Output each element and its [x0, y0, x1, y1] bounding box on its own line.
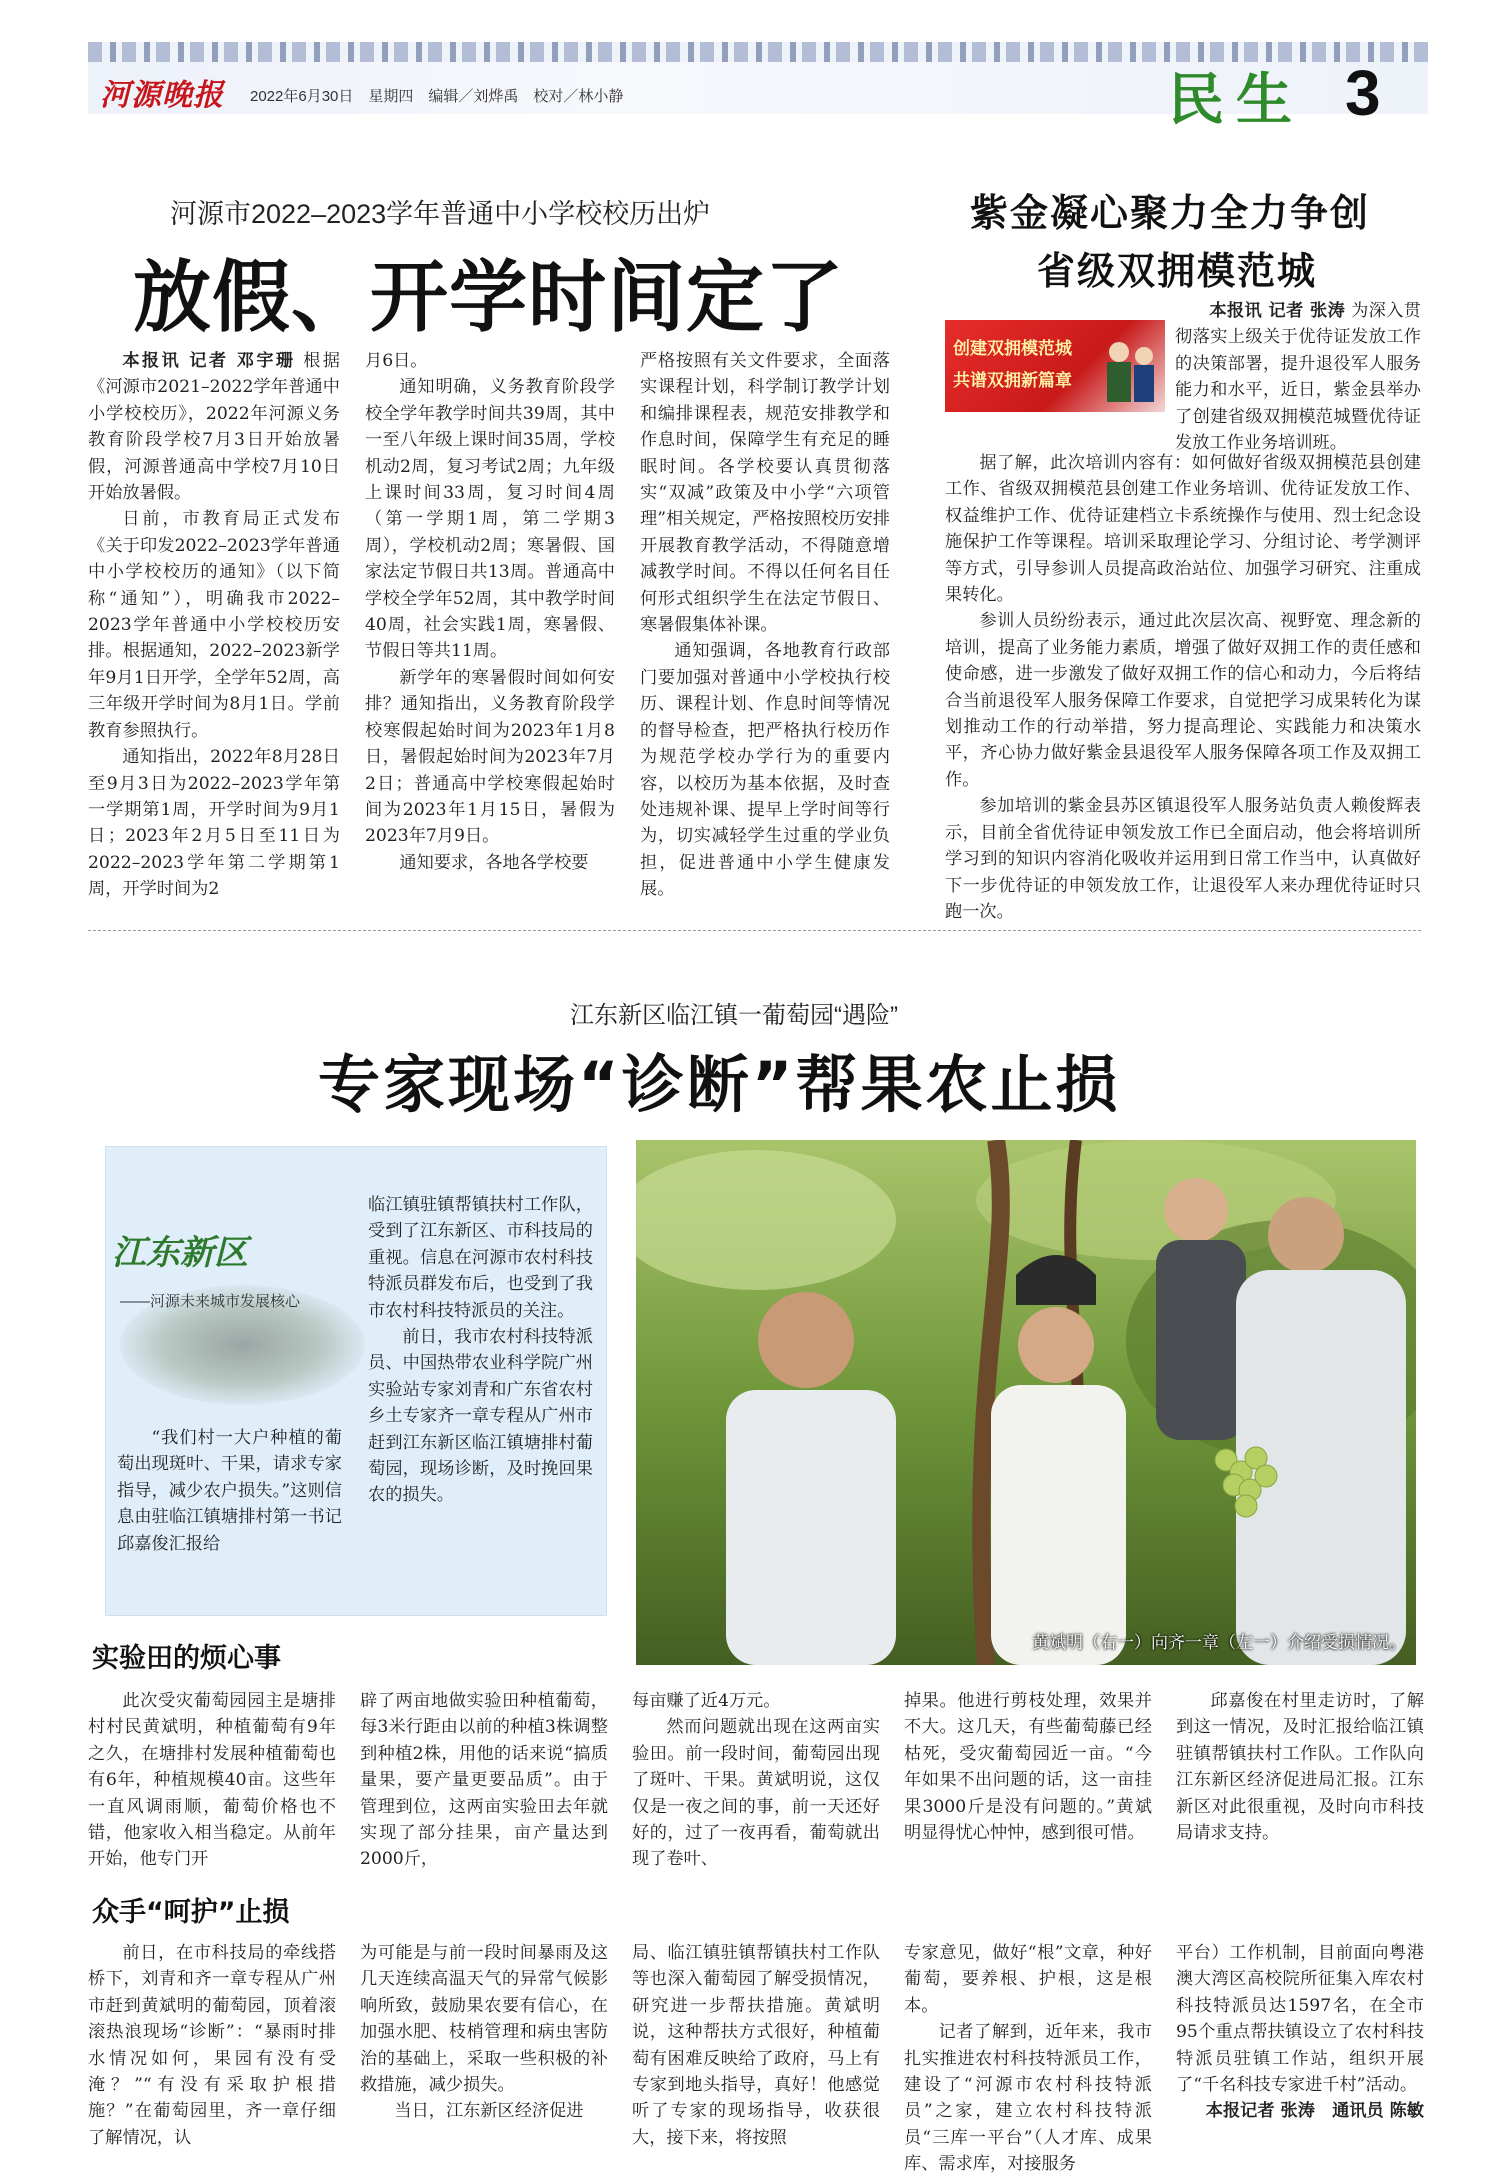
article2-paragraph: 参训人员纷纷表示，通过此次层次高、视野宽、理念新的培训，提高了业务能力素质，增强了做好双拥工作的责任感和使命感，进一步激发了做好双拥工作的信心和动力，今后将结合当前退役军人服务保障工作要求，自觉把学习成果转化为谋划推动工作的行动举措，努力提高理论、实践能力和决策水平，齐心协力做好紫金县退役军人服务保障各项工作及双拥工作。: [945, 611, 1421, 790]
article1-deck: 河源市2022–2023学年普通中小学校校历出炉: [170, 199, 711, 229]
article1-column-1: [88, 348, 340, 903]
xinqu-tagline: ——河源未来城市发展核心: [120, 1293, 301, 1310]
dateline: 2022年6月30日 星期四 编辑／刘烨禹 校对／林小静: [250, 88, 624, 105]
masthead: [0, 0, 1505, 133]
vineyard-photo: [636, 1140, 1416, 1665]
article2-headline-line1: 紫金凝心聚力全力争创: [970, 191, 1371, 235]
info-box-column-2: [368, 1192, 593, 1509]
article2-lead-column: [1175, 298, 1421, 456]
article1-paragraph: 通知要求，各地各学校要: [399, 852, 589, 873]
article2-body: [945, 450, 1421, 925]
body-paragraph: 当日，江东新区经济促进: [394, 2101, 584, 2122]
poster-text: 创建双拥模范城: [953, 339, 1072, 359]
body-paragraph: 邱嘉俊在村里走访时，了解到这一情况，及时汇报给临江镇驻镇帮镇扶村工作队。工作队向江东新区经济促进局汇报。江东新区对此很重视，及时向市科技局请求支持。: [1176, 1691, 1424, 1844]
photo-caption: 黄斌明（右一）向齐一章（左一）介绍受损情况。: [1032, 1633, 1406, 1652]
info-box-paragraph: “我们村一大户种植的葡萄出现斑叶、干果，请求专家指导，减少农户损失。”这则信息由驻临江镇塘排村第一书记邱嘉俊汇报给: [117, 1428, 342, 1554]
section1-column-1: [88, 1688, 336, 1873]
body-paragraph: 平台）工作机制，目前面向粤港澳大湾区高校院所征集入库农村科技特派员达1597名，在全市95个重点帮扶镇设立了农村科技特派员驻镇工作站，组织开展了“千名科技专家进千村”活动。: [1176, 1943, 1424, 2096]
section2-column-2: [360, 1940, 608, 2125]
section1-column-3: [632, 1688, 880, 1873]
section-title: 民生: [1168, 67, 1304, 133]
article1-paragraph: 通知强调，各地教育行政部门要加强对普通中小学校执行校历、课程计划、作息时间等情况的督导检查，把严格执行校历作为规范学校办学行为的重要内容，以校历为基本依据，及时查处违规补课、提早上学时间等行为，切实减轻学生过重的学业负担，促进普通中小学生健康发展。: [640, 641, 890, 900]
body-paragraph: 然而问题就出现在这两亩实验田。前一段时间，葡萄园出现了斑叶、干果。黄斌明说，这仅仅是一夜之间的事，前一天还好好的，过了一夜再看，葡萄就出现了卷叶、: [632, 1717, 880, 1870]
article1-paragraph: 通知明确，义务教育阶段学校全学年教学时间共39周，其中一至八年级上课时间35周，学校机动2周，复习考试2周；九年级上课时间33周，复习时间4周（第一学期1周，第二学期3周），学校机动2周；寒暑假、国家法定节假日共13周。普通高中学校全学年52周，其中教学时间40周，社会实践1周，寒暑假、节假日等共11周。: [365, 377, 615, 662]
newspaper-logo: 河源晚报: [100, 78, 224, 113]
poster-text: 共谱双拥新篇章: [953, 371, 1072, 391]
article1-column-2: [365, 348, 615, 876]
info-box-paragraph: 前日，我市农村科技特派员、中国热带农业科学院广州实验站专家刘青和广东省农村乡土专家齐一章专程从广州市赶到江东新区临江镇塘排村葡萄园，现场诊断，及时挽回果农的损失。: [368, 1327, 593, 1506]
article1-paragraph: 严格按照有关文件要求，全面落实课程计划，科学制订教学计划和编排课程表，规范安排教学和作息时间，保障学生有充足的睡眠时间。各学校要认真贯彻落实“双减”政策及中小学“六项管理”相关规定，严格按照校历安排开展教育教学活动，不得随意增减教学时间。不得以任何名目任何形式组织学生在法定节假日、寒暑假集体补课。: [640, 351, 890, 636]
article1-paragraph: 根据《河源市2021–2022学年普通中小学校校历》，2022年河源义务教育阶段学校7月3日开始放暑假，河源普通高中学校7月10日开始放暑假。: [88, 351, 340, 504]
article1-byline: 本报讯 记者 邓宇珊: [122, 351, 296, 371]
body-paragraph: 辟了两亩地做实验田种植葡萄，每3米行距由以前的种植3株调整到种植2株，用他的话来说“搞质量果，要产量更要品质”。由于管理到位，这两亩实验田去年就实现了部分挂果，亩产量达到2000斤，: [360, 1691, 608, 1870]
body-paragraph: 记者了解到，近年来，我市扎实推进农村科技特派员工作，建设了“河源市农村科技特派员”之家，建立农村科技特派员“三库一平台”（人才库、成果库、需求库，对接服务: [904, 2022, 1152, 2175]
body-paragraph: 每亩赚了近4万元。: [632, 1691, 781, 1711]
vineyard-scene: [636, 1140, 1416, 1665]
section2-column-4: [904, 1940, 1152, 2178]
article1-column-3: [640, 348, 890, 903]
section2-column-3: [632, 1940, 880, 2151]
article1-paragraph: 新学年的寒暑假时间如何安排？通知指出，义务教育阶段学校寒假起始时间为2023年1月8日，暑假起始时间为2023年7月2日；普通高中学校寒假起始时间为2023年1月15日，暑假为2023年7月9日。: [365, 667, 615, 847]
page-number: 3: [1345, 57, 1381, 129]
info-box-column-1: [117, 1425, 342, 1557]
article3-credit: 本报记者 张涛 通讯员 陈敏: [1205, 2101, 1424, 2122]
subhead-1: 实验田的烦心事: [92, 1643, 281, 1674]
body-paragraph: 此次受灾葡萄园园主是塘排村村民黄斌明，种植葡萄有9年之久，在塘排村发展种植葡萄也有6年，种植规模40亩。这些年一直风调雨顺，葡萄价格也不错，他家收入相当稳定。从前年开始，他专门开: [88, 1691, 336, 1870]
article1-headline: 放假、开学时间定了: [133, 253, 845, 343]
body-paragraph: 专家意见，做好“根”文章，种好葡萄，要养根、护根，这是根本。: [904, 1943, 1152, 2016]
article3-headline: 专家现场“诊断”帮果农止损: [318, 1048, 1121, 1121]
article2-lead: 为深入贯彻落实上级关于优待证发放工作的决策部署，提升退役军人服务能力和水平，近日，紫金县举办了创建省级双拥模范城暨优待证发放工作业务培训班。: [1175, 301, 1421, 454]
body-paragraph: 掉果。他进行剪枝处理，效果并不大。这几天，有些葡萄藤已经枯死，受灾葡萄园近一亩。“今年如果不出问题的话，这一亩挂果3000斤是没有问题的。”黄斌明显得忧心忡忡，感到很可惜。: [904, 1691, 1152, 1844]
section1-column-2: [360, 1688, 608, 1873]
shuangyong-poster: [945, 320, 1165, 412]
article1-paragraph: 通知指出，2022年8月28日至9月3日为2022–2023学年第一学期第1周，开学时间为9月1日；2023年2月5日至11日为2022–2023学年第二学期第1周，开学时间为2: [88, 747, 340, 900]
body-paragraph: 局、临江镇驻镇帮镇扶村工作队等也深入葡萄园了解受损情况，研究进一步帮扶措施。黄斌明说，这种帮扶方式很好，种植葡萄有困难反映给了政府，马上有专家到地头指导，真好！他感觉听了专家的现场指导，收获很大，接下来，将按照: [632, 1943, 880, 2148]
section2-column-5: [1176, 1940, 1424, 2125]
body-paragraph: 为可能是与前一段时间暴雨及这几天连续高温天气的异常气候影响所致，鼓励果农要有信心，在加强水肥、枝梢管理和病虫害防治的基础上，采取一些积极的补救措施，减少损失。: [360, 1943, 608, 2096]
section2-column-1: [88, 1940, 336, 2151]
article2-headline-line2: 省级双拥模范城: [1037, 249, 1318, 293]
article3-deck: 江东新区临江镇一葡萄园“遇险”: [570, 1002, 898, 1029]
soldier-silhouette-icon: [1099, 334, 1159, 404]
article1-paragraph: 月6日。: [365, 351, 428, 371]
xinqu-logo: 江东新区: [112, 1233, 248, 1273]
section-divider: [88, 930, 1421, 931]
article2-paragraph: 据了解，此次培训内容有：如何做好省级双拥模范县创建工作、省级双拥模范县创建工作业务培训、优待证发放工作、权益维护工作、优待证建档立卡系统操作与使用、烈士纪念设施保护工作等课程。培训采取理论学习、分组讨论、考学测评等方式，引导参训人员提高政治站位、加强学习研究、注重成果转化。: [945, 453, 1421, 606]
section1-column-4: [904, 1688, 1152, 1846]
article2-paragraph: 参加培训的紫金县苏区镇退役军人服务站负责人赖俊辉表示，目前全省优待证申领发放工作已全面启动，他会将培训所学习到的知识内容消化吸收并运用到日常工作当中，认真做好下一步优待证的申领发放工作，让退役军人来办理优待证时只跑一次。: [945, 796, 1421, 922]
subhead-2: 众手“呵护”止损: [92, 1897, 290, 1928]
body-paragraph: 前日，在市科技局的牵线搭桥下，刘青和齐一章专程从广州市赶到黄斌明的葡萄园，顶着滚滚热浪现场“诊断”：“暴雨时排水情况如何，果园有没有受淹？”“有没有采取护根措施？”在葡萄园里，齐一章仔细了解情况，认: [88, 1943, 336, 2148]
info-box-paragraph: 临江镇驻镇帮镇扶村工作队，受到了江东新区、市科技局的重视。信息在河源市农村科技特派员群发布后，也受到了我市农村科技特派员的关注。: [368, 1195, 593, 1321]
article1-paragraph: 日前，市教育局正式发布《关于印发2022–2023学年普通中小学校校历的通知》（以下简称“通知”），明确我市2022–2023学年普通中小学校校历安排。根据通知，2022–2023新学年9月1日开学，全学年52周，高三年级开学时间为8月1日。学前教育参照执行。: [88, 509, 340, 741]
section1-column-5: [1176, 1688, 1424, 1846]
article2-byline: 本报讯 记者 张涛: [1209, 301, 1346, 321]
